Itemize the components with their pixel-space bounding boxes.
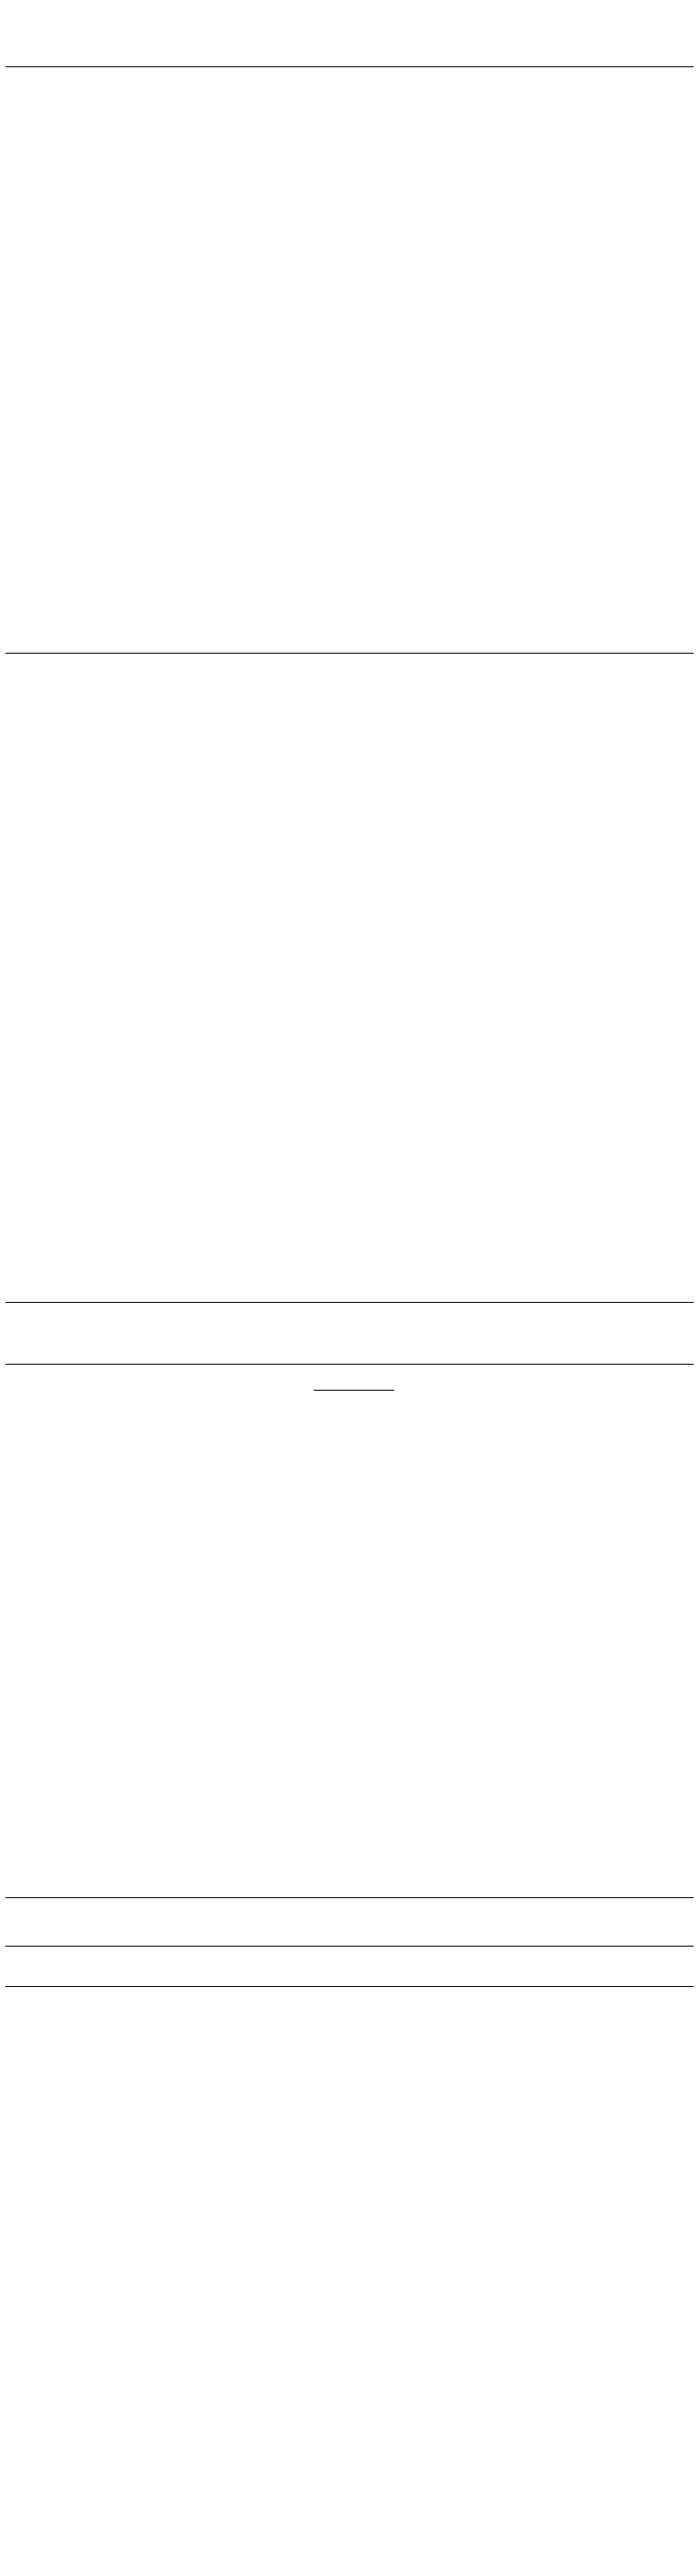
divider [5, 1946, 694, 1947]
header [0, 0, 699, 4]
divider [5, 1897, 694, 1898]
divider [5, 653, 694, 654]
divider [5, 1302, 694, 1303]
divider [5, 66, 694, 67]
divider [5, 1364, 694, 1365]
divider [314, 1390, 394, 1391]
divider [5, 1986, 694, 1987]
